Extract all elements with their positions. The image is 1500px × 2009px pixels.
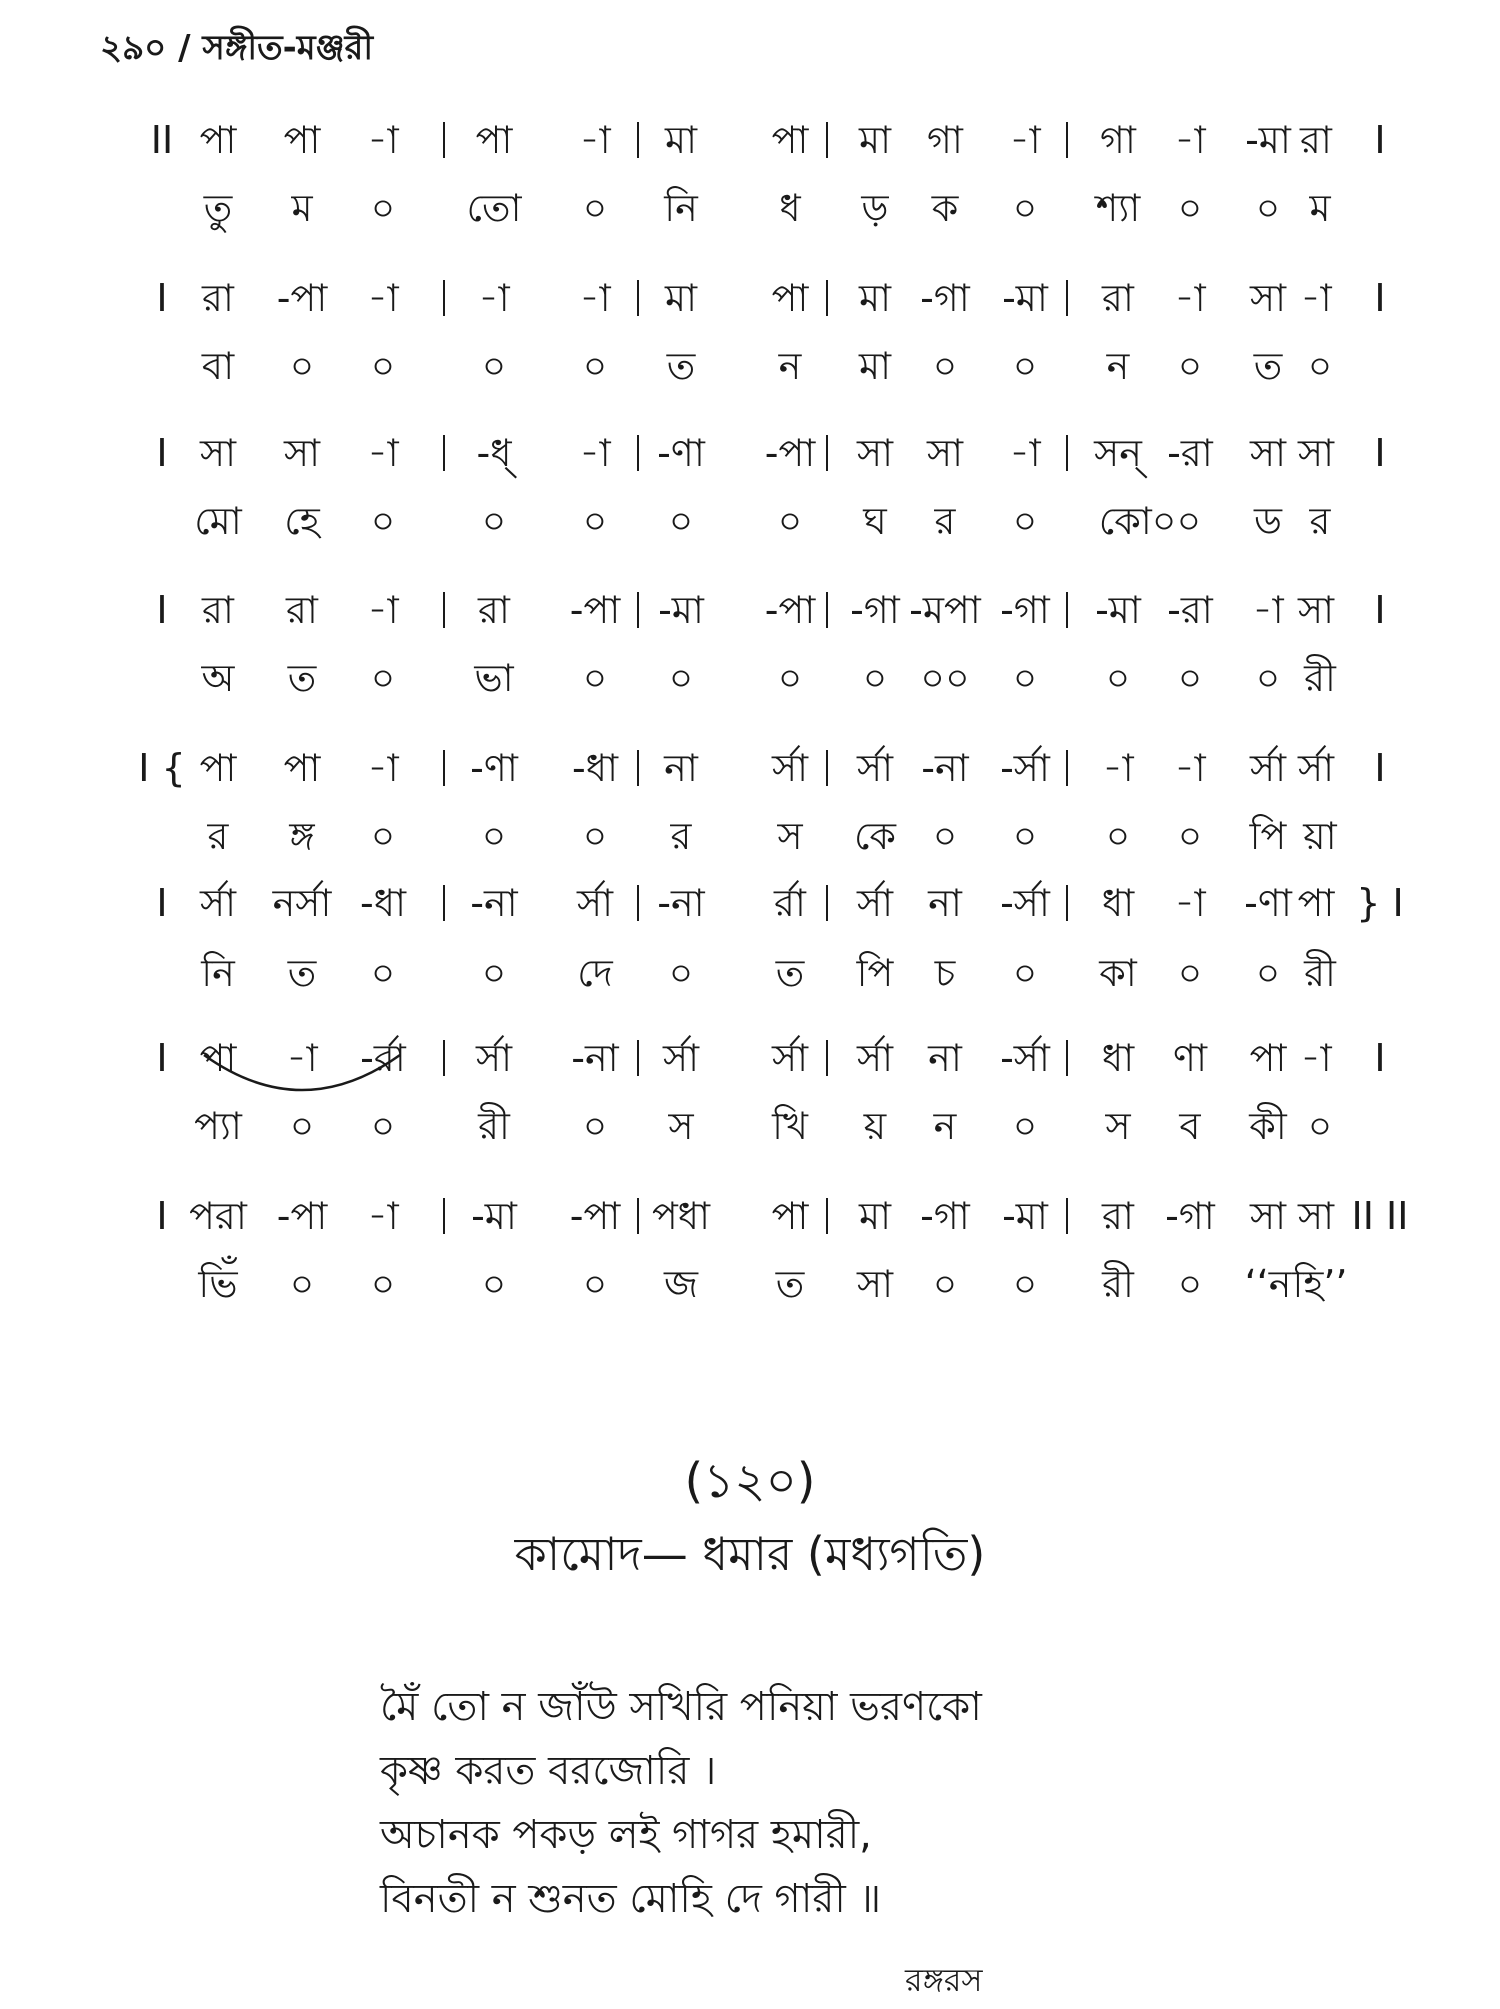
lyric-syllable: ০ [370, 814, 396, 858]
swar-note: -মা [1095, 588, 1141, 632]
lyric-syllable: ০ [582, 499, 608, 543]
lyric-syllable: ০ [370, 1262, 396, 1306]
lyric-syllable: স [777, 814, 803, 858]
swar-note: -া [1102, 746, 1134, 790]
swar-note: রা [1102, 276, 1134, 320]
lyric-syllable: র [207, 814, 229, 858]
swar-note: -া [367, 276, 399, 320]
lyric-syllable: ০ [1307, 1104, 1333, 1148]
swar-note: র্সা [662, 1036, 700, 1080]
lyric-syllable: ০ [370, 186, 396, 230]
swar-note: -া [478, 276, 510, 320]
lyric-syllable: য়া [1303, 814, 1337, 858]
bar-line [1066, 750, 1068, 786]
swar-note: -ণা [1244, 881, 1292, 925]
swar-note: I { [138, 746, 186, 790]
swar-note: সা [1249, 276, 1287, 320]
lyric-syllable: ০ [1177, 344, 1203, 388]
lyric-syllable: ঘ [863, 499, 887, 543]
swar-row [0, 1188, 1500, 1244]
swar-note: পা [1249, 1036, 1287, 1080]
swar-row [0, 875, 1500, 931]
lyric-syllable-row [0, 1098, 1500, 1154]
lyric-syllable: ০ [668, 656, 694, 700]
swar-note: পা [771, 276, 809, 320]
swar-note: না [664, 746, 698, 790]
lyric-syllable: অ [201, 656, 235, 700]
swar-note: -মা [1002, 1194, 1048, 1238]
swar-note: -র্সা [1000, 746, 1050, 790]
swar-note: -া [1174, 881, 1206, 925]
lyric-syllable: ০ [1012, 1104, 1038, 1148]
lyric-syllable: ০ [481, 344, 507, 388]
swar-note: -মা [1002, 276, 1048, 320]
lyric-syllable: স [1105, 1104, 1131, 1148]
lyric-syllable-row [0, 650, 1500, 706]
lyric-syllable: ০ [1012, 499, 1038, 543]
swar-row [0, 112, 1500, 168]
lyric-syllable: মা [858, 344, 892, 388]
bar-line [1066, 122, 1068, 158]
lyric-syllable: ০ [289, 344, 315, 388]
lyric-syllable: ০ [582, 814, 608, 858]
lyric-syllable-row [0, 338, 1500, 394]
swar-note: -ধা [359, 881, 407, 925]
swar-note: I [1374, 276, 1386, 320]
lyric-syllable: ০ [289, 1262, 315, 1306]
lyric-syllable: ভিঁ [198, 1262, 238, 1306]
bar-line [443, 280, 445, 316]
bar-line [1066, 1040, 1068, 1076]
swar-note: -র্রা [360, 1036, 406, 1080]
lyric-syllable: হে [284, 499, 320, 543]
swar-note: সা [856, 431, 894, 475]
lyric-syllable: ০ [582, 1262, 608, 1306]
lyric-syllable: রী [1304, 951, 1336, 995]
bar-line [1066, 1198, 1068, 1234]
lyric-syllable: ম [1309, 186, 1331, 230]
swar-note: র্সা [576, 881, 614, 925]
swar-note: ধা [1101, 1036, 1135, 1080]
swar-note: র্সা [771, 746, 809, 790]
lyric-syllable: কা [1099, 951, 1137, 995]
swar-note: I [1374, 431, 1386, 475]
lyric-syllable-row [0, 180, 1500, 236]
swar-note: র্সা [856, 746, 894, 790]
swar-note: -া [367, 1194, 399, 1238]
swar-note: সা [1297, 588, 1335, 632]
swar-note: র্সা [1249, 746, 1287, 790]
swar-note: না [928, 1036, 962, 1080]
lyric-syllable: ত [775, 951, 805, 995]
swar-note: -া [1252, 588, 1284, 632]
swar-note: গা [927, 118, 963, 162]
swar-note: পা [771, 1194, 809, 1238]
lyric-syllable: ০ [1012, 344, 1038, 388]
swar-note: -র্সা [1000, 881, 1050, 925]
lyric-syllable: বা [201, 344, 235, 388]
lyric-syllable: ০ [370, 499, 396, 543]
lyric-syllable: ত [287, 951, 317, 995]
bar-line [826, 1040, 828, 1076]
swar-note: সা [1297, 431, 1335, 475]
swar-note: পধা [651, 1194, 711, 1238]
song-lyrics [380, 1675, 982, 1931]
swar-note: রা [478, 588, 510, 632]
lyric-line: কৃষ্ণ করত বরজোরি । [380, 1748, 717, 1794]
swar-note: -মা [471, 1194, 517, 1238]
swar-note: -না [657, 881, 705, 925]
lyric-syllable: ০ [481, 499, 507, 543]
swar-note: -না [571, 1036, 619, 1080]
bar-line [637, 750, 639, 786]
lyric-syllable: ০ [370, 656, 396, 700]
bar-line [826, 280, 828, 316]
swar-note: মা [858, 1194, 892, 1238]
swar-note: পরা [189, 1194, 247, 1238]
lyric-syllable: দে [577, 951, 613, 995]
swar-note: সা [1249, 431, 1287, 475]
swar-note: -মা [1245, 118, 1291, 162]
swar-note: র্রা [774, 881, 806, 925]
lyric-line: অচানক পকড় লই গাগর হমারী, [380, 1812, 872, 1858]
bar-line [637, 1040, 639, 1076]
lyric-syllable: ০ [1177, 656, 1203, 700]
swar-note: -র্সা [1000, 1036, 1050, 1080]
lyric-syllable: ০ [481, 814, 507, 858]
lyric-syllable: ০ [370, 344, 396, 388]
lyric-syllable: ক [931, 186, 959, 230]
lyric-syllable: খি [772, 1104, 808, 1148]
lyric-syllable: ০ [668, 499, 694, 543]
lyric-syllable: হি’’ [1292, 1262, 1348, 1306]
swar-note: -গা [1165, 1194, 1215, 1238]
lyric-syllable-row [0, 493, 1500, 549]
lyric-syllable: কো০০ [1098, 499, 1202, 543]
lyric-syllable: ০ [932, 814, 958, 858]
lyric-syllable: ০ [932, 1262, 958, 1306]
lyric-syllable: ০ [289, 1104, 315, 1148]
swar-note: র্সা [856, 881, 894, 925]
swar-note: -া [367, 118, 399, 162]
swar-row [0, 582, 1500, 638]
lyric-syllable: ০ [1012, 186, 1038, 230]
bar-line [826, 1198, 828, 1234]
lyric-syllable: ০ [1012, 656, 1038, 700]
lyric-syllable: ন [778, 344, 802, 388]
bar-line [826, 592, 828, 628]
lyric-syllable: ০ [1307, 344, 1333, 388]
lyric-syllable: ড [1254, 499, 1282, 543]
bar-line [443, 1040, 445, 1076]
swar-note: I [1374, 588, 1386, 632]
lyric-syllable: ০ [1255, 186, 1281, 230]
lyric-syllable: কী [1249, 1104, 1287, 1148]
swar-note: র্সা [475, 1036, 513, 1080]
swar-note: মা [858, 276, 892, 320]
swar-note: -া [367, 746, 399, 790]
bar-line [826, 750, 828, 786]
lyric-syllable: মো [194, 499, 242, 543]
swar-note: সন্ [1094, 431, 1142, 475]
lyric-syllable: পি [1249, 814, 1287, 858]
swar-note: পা [283, 118, 321, 162]
lyric-syllable: ‘‘ন [1244, 1262, 1292, 1306]
swar-note: পা [771, 118, 809, 162]
swar-note: ণা [1173, 1036, 1207, 1080]
swar-note: I [156, 276, 168, 320]
bar-line [637, 122, 639, 158]
swar-note: -গা [850, 588, 900, 632]
swar-note: ধা [1101, 881, 1135, 925]
swar-note: মা [858, 118, 892, 162]
lyric-syllable: জ [664, 1262, 698, 1306]
swar-note: র্সা [771, 1036, 809, 1080]
lyric-syllable: ০ [932, 344, 958, 388]
author-name: রঙ্গরস [905, 1961, 983, 1999]
bar-line [443, 750, 445, 786]
lyric-syllable: ০ [481, 1262, 507, 1306]
lyric-syllable: ০ [1105, 656, 1131, 700]
swar-note: -গা [920, 276, 970, 320]
lyric-syllable: ০ [1012, 951, 1038, 995]
bar-line [1066, 592, 1068, 628]
swar-row [0, 270, 1500, 326]
lyric-syllable: ০ [1012, 1262, 1038, 1306]
swar-note: I [156, 881, 168, 925]
lyric-syllable: ০ [1177, 951, 1203, 995]
swar-note: II II [1351, 1194, 1409, 1238]
swar-note: র্সা [1297, 746, 1335, 790]
swar-note: -া [1174, 276, 1206, 320]
swar-note: সা [1297, 1194, 1335, 1238]
lyric-syllable: ন [933, 1104, 957, 1148]
swar-note: রা [1102, 1194, 1134, 1238]
bar-line [637, 885, 639, 921]
swar-note: -া [367, 431, 399, 475]
swar-note: -গা [1000, 588, 1050, 632]
lyric-syllable: ০ [1255, 951, 1281, 995]
lyric-line: মৈঁ তো ন জাঁউ সখিরি পনিয়া ভরণকো [380, 1684, 982, 1730]
bar-line [1066, 280, 1068, 316]
lyric-syllable: তো [466, 186, 522, 230]
lyric-syllable: নি [201, 951, 235, 995]
lyric-syllable: ০ [1177, 814, 1203, 858]
swar-note: I [1374, 1036, 1386, 1080]
lyric-syllable: চ [934, 951, 956, 995]
lyric-syllable: ০ [1012, 814, 1038, 858]
lyric-syllable: কে [853, 814, 897, 858]
lyric-syllable: রী [478, 1104, 510, 1148]
swar-note: -া [1009, 118, 1041, 162]
swar-note: -না [921, 746, 969, 790]
lyric-syllable: সা [856, 1262, 894, 1306]
swar-note: I [1374, 118, 1386, 162]
swar-note: সা [283, 431, 321, 475]
bar-line [826, 122, 828, 158]
swar-note: সা [1249, 1194, 1287, 1238]
lyric-syllable: ধ [779, 186, 801, 230]
lyric-syllable: ত [287, 656, 317, 700]
swar-note: -রা [1167, 588, 1213, 632]
swar-note: -া [1009, 431, 1041, 475]
lyric-syllable: ড় [861, 186, 889, 230]
swar-note: -পা [276, 276, 328, 320]
swar-note: -পা [764, 431, 816, 475]
swar-note: পা [475, 118, 513, 162]
bar-line [443, 435, 445, 471]
lyric-syllable: ০ [777, 499, 803, 543]
bar-line [637, 592, 639, 628]
swar-note: I [156, 588, 168, 632]
lyric-syllable: ম [291, 186, 313, 230]
lyric-syllable: র [1309, 499, 1331, 543]
slur-mark [202, 1045, 402, 1105]
swar-note: -া [286, 1036, 318, 1080]
lyric-syllable: তু [203, 186, 233, 230]
swar-note: -মপা [909, 588, 981, 632]
lyric-syllable: ত [775, 1262, 805, 1306]
swar-note: I [156, 1036, 168, 1080]
swar-row [0, 740, 1500, 796]
swar-note: -না [470, 881, 518, 925]
lyric-syllable: ০ [1105, 814, 1131, 858]
swar-note: I [156, 431, 168, 475]
swar-note: রা [1300, 118, 1332, 162]
lyric-line: বিনতী ন শুনত মোহি দে গারী ॥ [380, 1876, 882, 1922]
lyric-syllable: ০ [1255, 656, 1281, 700]
lyric-syllable: ০ [1177, 186, 1203, 230]
raga-taal-title: কামোদ— ধমার (মধ্যগতি) [514, 1527, 986, 1581]
lyric-syllable: ত [1253, 344, 1283, 388]
bar-line [1066, 885, 1068, 921]
swar-note: -ধা [571, 746, 619, 790]
page-header: ২৯০ / সঙ্গীত-মঞ্জরী [100, 28, 374, 68]
swar-note: রা [202, 276, 234, 320]
swar-note: -ণা [657, 431, 705, 475]
bar-line [637, 280, 639, 316]
lyric-syllable: ০ [582, 186, 608, 230]
lyric-syllable-row [0, 1256, 1500, 1312]
swar-note: সা [926, 431, 964, 475]
swar-note: পা [199, 1036, 237, 1080]
lyric-syllable: ন [1106, 344, 1130, 388]
swar-note: -া [1300, 1036, 1332, 1080]
lyric-syllable: ০ [668, 951, 694, 995]
swar-row [0, 425, 1500, 481]
lyric-syllable-row [0, 808, 1500, 864]
bar-line [637, 435, 639, 471]
swar-note: I [1374, 746, 1386, 790]
lyric-syllable: প্যা [194, 1104, 242, 1148]
swar-note: -পা [764, 588, 816, 632]
swar-note: } I [1356, 881, 1404, 925]
swar-note: -পা [569, 588, 621, 632]
swar-note: সা [199, 431, 237, 475]
lyric-syllable: ০ [1177, 1262, 1203, 1306]
swar-note: -রা [1167, 431, 1213, 475]
swar-note: -া [1300, 276, 1332, 320]
bar-line [826, 435, 828, 471]
swar-note: মা [664, 276, 698, 320]
swar-note: II [150, 118, 174, 162]
swar-note: পা [283, 746, 321, 790]
lyric-syllable: র [934, 499, 956, 543]
swar-note: -পা [276, 1194, 328, 1238]
swar-note: -া [579, 118, 611, 162]
lyric-syllable: ০ [582, 656, 608, 700]
bar-line [443, 1198, 445, 1234]
lyric-syllable: ০ [582, 1104, 608, 1148]
swar-note: -ধ্ [476, 431, 512, 475]
lyric-syllable: শ্যা [1095, 186, 1141, 230]
bar-line [637, 1198, 639, 1234]
lyric-syllable: ত [666, 344, 696, 388]
lyric-syllable: ঙ্গ [289, 814, 315, 858]
swar-note: -া [579, 276, 611, 320]
swar-note: -ণা [470, 746, 518, 790]
lyric-syllable: রী [1304, 656, 1336, 700]
lyric-syllable: ০ [481, 951, 507, 995]
swar-note: -গা [920, 1194, 970, 1238]
swar-note: -া [367, 588, 399, 632]
bar-line [443, 122, 445, 158]
lyric-syllable: ০০ [920, 656, 970, 700]
song-number: (১২০) [684, 1453, 816, 1509]
lyric-syllable: নি [664, 186, 698, 230]
bar-line [826, 885, 828, 921]
lyric-syllable: ০ [777, 656, 803, 700]
swar-note: মা [664, 118, 698, 162]
lyric-syllable: ০ [582, 344, 608, 388]
swar-note: -পা [569, 1194, 621, 1238]
lyric-syllable: র [670, 814, 692, 858]
lyric-syllable: স [668, 1104, 694, 1148]
swar-note: -া [579, 431, 611, 475]
lyric-syllable: পি [856, 951, 894, 995]
swar-note: I [156, 1194, 168, 1238]
swar-note: রা [202, 588, 234, 632]
lyric-syllable: ০ [370, 1104, 396, 1148]
swar-note: পা [199, 746, 237, 790]
swar-note: পা [199, 118, 237, 162]
swar-note: -মা [658, 588, 704, 632]
lyric-syllable: ব [1179, 1104, 1201, 1148]
swar-note: র্সা [199, 881, 237, 925]
lyric-syllable: ভা [474, 656, 514, 700]
swar-note: -া [1174, 118, 1206, 162]
lyric-syllable: ০ [862, 656, 888, 700]
bar-line [1066, 435, 1068, 471]
lyric-syllable: য় [863, 1104, 887, 1148]
swar-note: র্সা [856, 1036, 894, 1080]
lyric-syllable: রী [1102, 1262, 1134, 1306]
swar-note: নর্সা [272, 881, 332, 925]
swar-note: পা [1297, 881, 1335, 925]
swar-note: -া [1174, 746, 1206, 790]
swar-note: রা [286, 588, 318, 632]
bar-line [443, 592, 445, 628]
lyric-syllable: ০ [370, 951, 396, 995]
swar-note: না [928, 881, 962, 925]
bar-line [443, 885, 445, 921]
lyric-syllable-row [0, 945, 1500, 1001]
swar-note: গা [1100, 118, 1136, 162]
